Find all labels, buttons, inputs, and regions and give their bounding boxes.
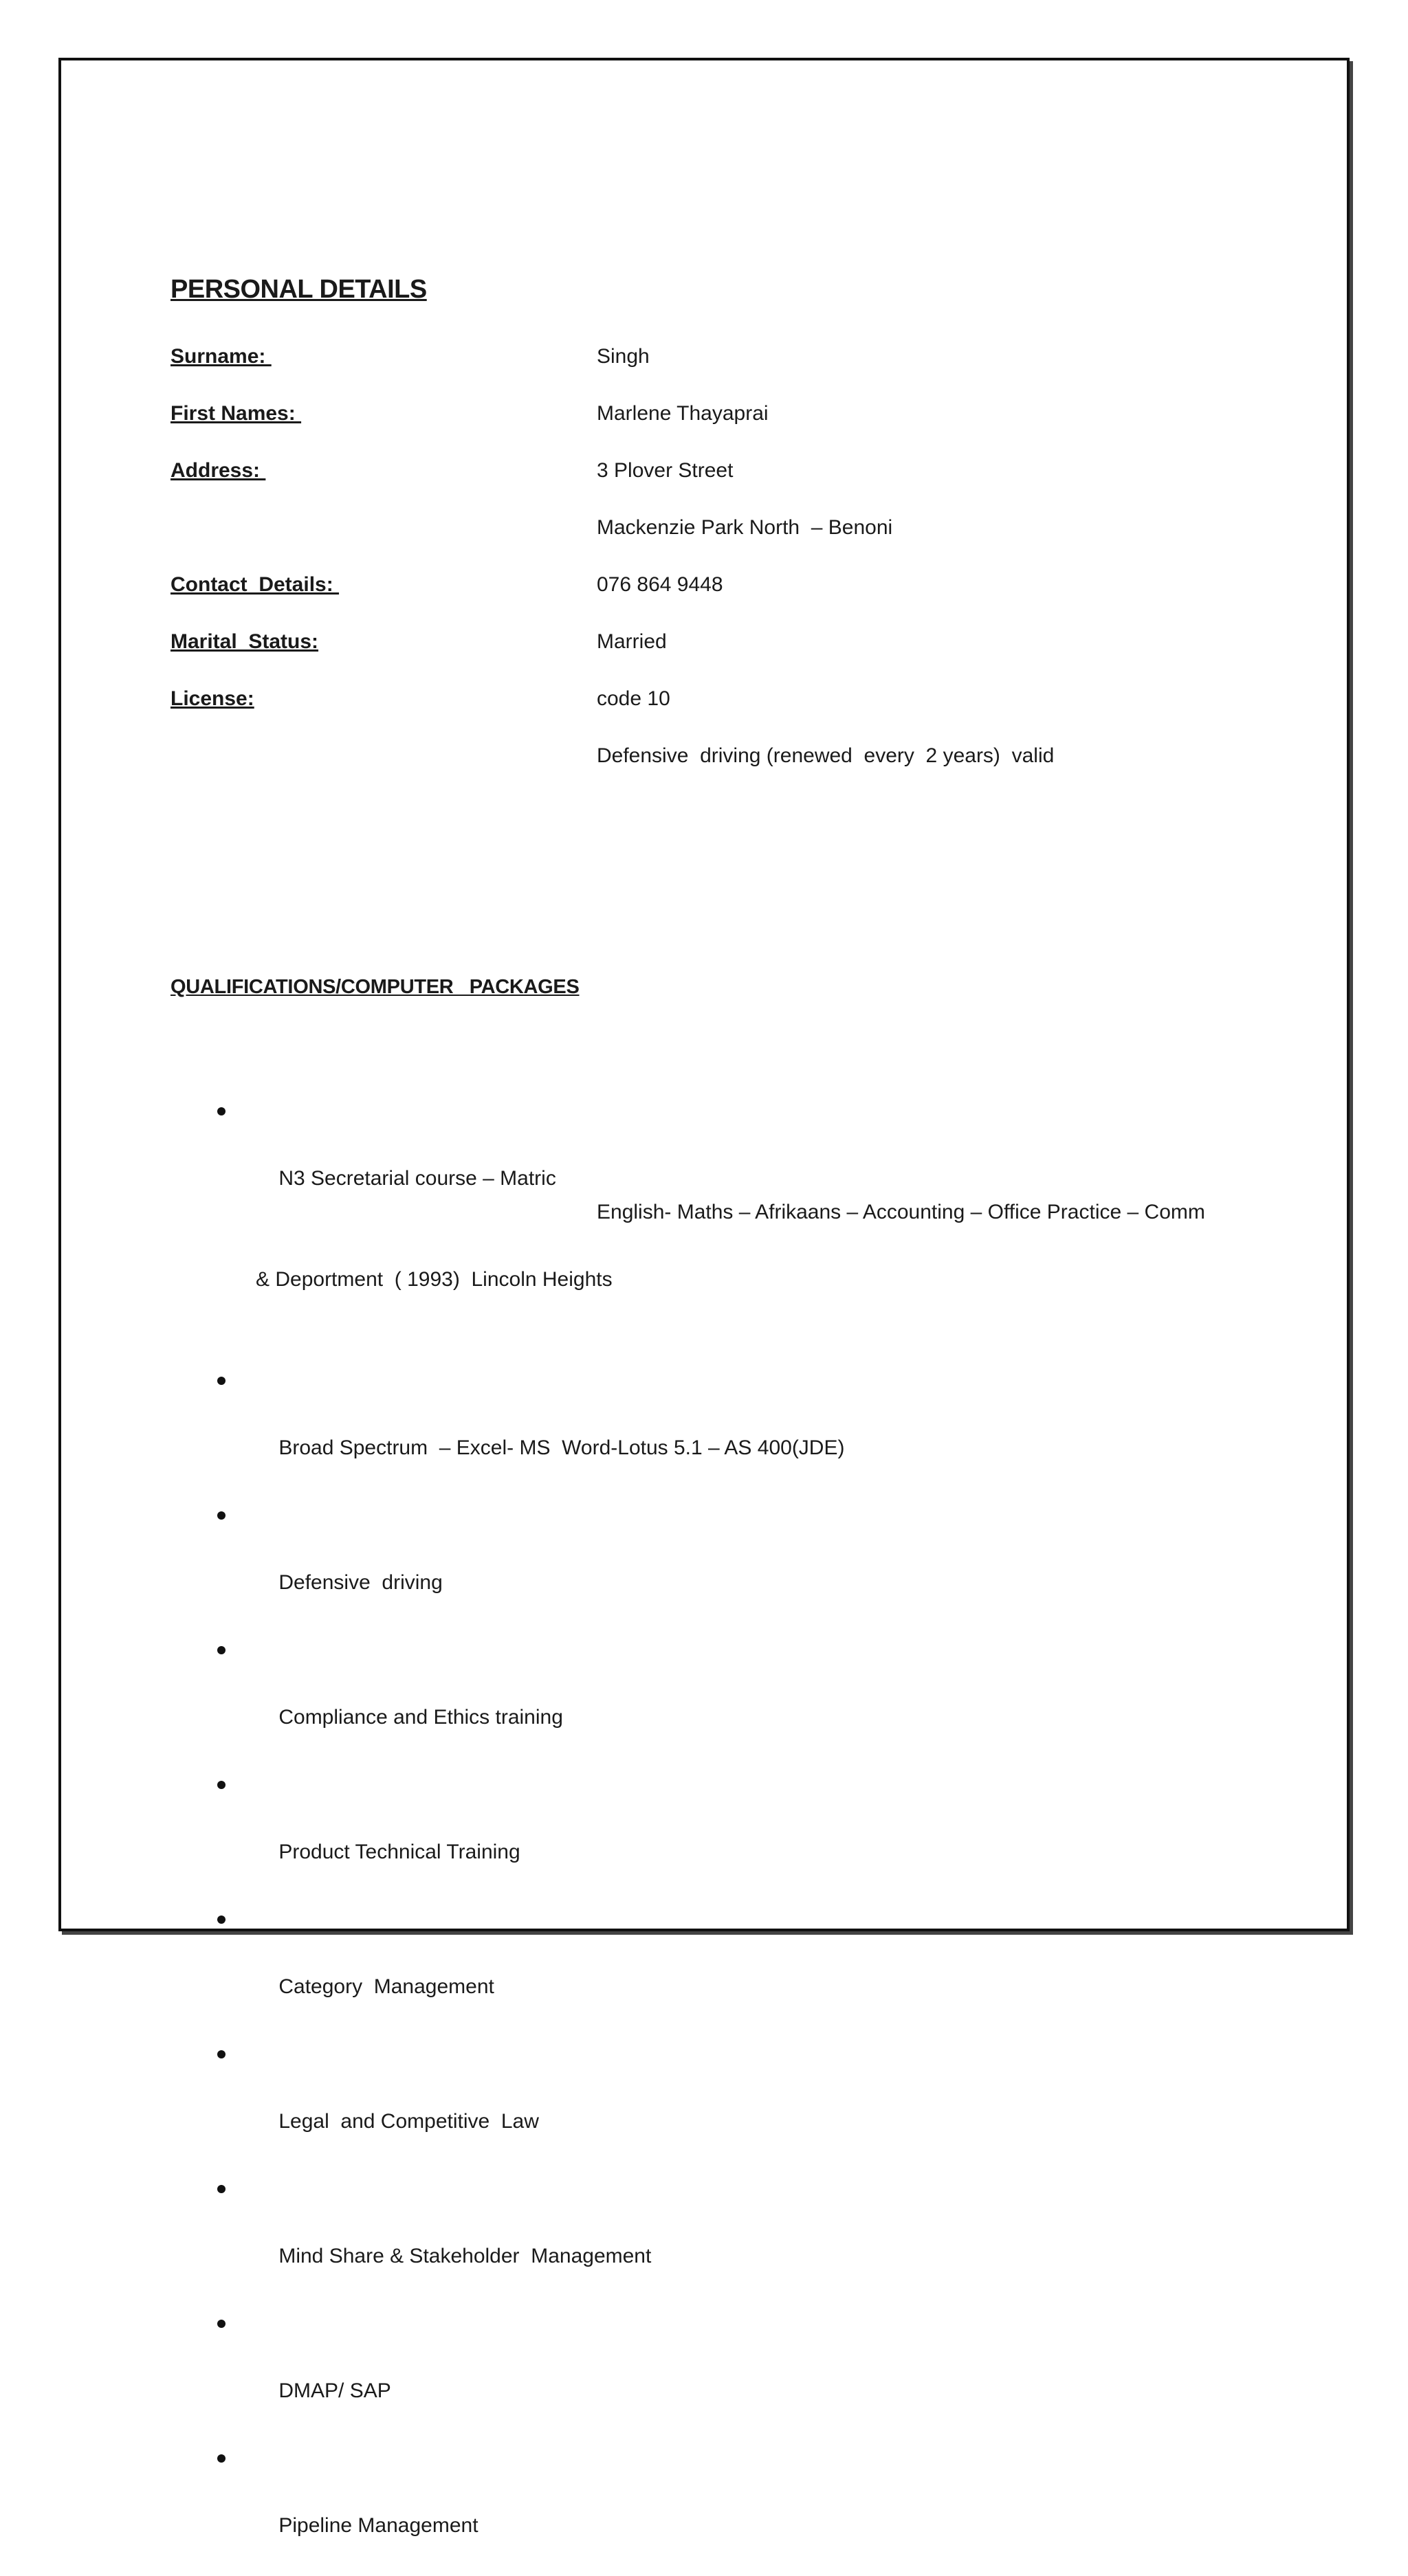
- detail-row-license: [170, 687, 1202, 722]
- personal-details-heading: PERSONAL DETAILS: [170, 275, 427, 304]
- detail-value: 076 864 9448: [597, 573, 723, 596]
- bullet-icon: [217, 1646, 226, 1654]
- detail-value: code 10: [597, 687, 670, 710]
- detail-row-surname: [170, 345, 1202, 379]
- list-item: [170, 1768, 1270, 1902]
- list-item: [170, 2037, 1270, 2172]
- detail-label: Contact Details:: [170, 573, 340, 596]
- list-item: [170, 1364, 1270, 1498]
- bullet-icon: [217, 1916, 226, 1924]
- qualification-text: DMAP/ SAP: [278, 2379, 391, 2402]
- detail-value: Marlene Thayaprai: [597, 402, 769, 425]
- qualification-subjects: English- Maths – Afrikaans – Accounting – Office Practice – Comm: [597, 1201, 1205, 1223]
- detail-row-first-names: [170, 402, 1202, 436]
- detail-value: Defensive driving (renewed every 2 years) valid: [597, 744, 1055, 767]
- bullet-icon: [217, 2320, 226, 2328]
- detail-value: Mackenzie Park North – Benoni: [597, 516, 893, 539]
- detail-label: License:: [170, 687, 254, 710]
- qualification-text: Pipeline Management: [278, 2514, 478, 2537]
- list-item: [170, 2441, 1270, 2576]
- list-item: [170, 1094, 1270, 1364]
- qualification-continuation: & Deportment ( 1993) Lincoln Heights: [256, 1268, 613, 1291]
- qualification-text: Product Technical Training: [278, 1841, 520, 1863]
- bullet-icon: [217, 1511, 226, 1520]
- qualification-text: Compliance and Ethics training: [278, 1706, 563, 1729]
- qualification-text: Category Management: [278, 1975, 494, 1998]
- qualification-text: Mind Share & Stakeholder Management: [278, 2245, 652, 2267]
- list-item: [170, 1902, 1270, 2037]
- detail-row-license-line2: [170, 744, 1202, 779]
- detail-value: Singh: [597, 345, 650, 368]
- detail-value: 3 Plover Street: [597, 459, 734, 482]
- bullet-icon: [217, 1107, 226, 1115]
- qualification-text: Defensive driving: [278, 1571, 443, 1594]
- detail-row-contact: [170, 573, 1202, 608]
- detail-row-address-line2: [170, 516, 1202, 551]
- qualification-text: N3 Secretarial course – Matric: [278, 1167, 556, 1190]
- detail-row-address: [170, 459, 1202, 493]
- list-item: [170, 2172, 1270, 2307]
- qualifications-list: [170, 1094, 1270, 2576]
- bullet-icon: [217, 1781, 226, 1789]
- list-item: [170, 1498, 1270, 1633]
- list-item: [170, 2307, 1270, 2441]
- bullet-icon: [217, 2050, 226, 2058]
- detail-label: First Names:: [170, 402, 302, 425]
- bullet-icon: [217, 1377, 226, 1385]
- detail-label: Address:: [170, 459, 266, 482]
- list-item: [170, 1633, 1270, 1768]
- detail-value: Married: [597, 630, 667, 653]
- qualifications-heading: QUALIFICATIONS/COMPUTER PACKAGES: [170, 976, 580, 998]
- detail-row-marital-status: [170, 630, 1202, 665]
- bullet-icon: [217, 2185, 226, 2193]
- bullet-icon: [217, 2454, 226, 2463]
- detail-label: Marital Status:: [170, 630, 319, 653]
- detail-label: Surname:: [170, 345, 272, 368]
- qualification-text: Legal and Competitive Law: [278, 2110, 539, 2133]
- qualification-text: Broad Spectrum – Excel- MS Word-Lotus 5.1 – AS 400(JDE): [278, 1436, 845, 1459]
